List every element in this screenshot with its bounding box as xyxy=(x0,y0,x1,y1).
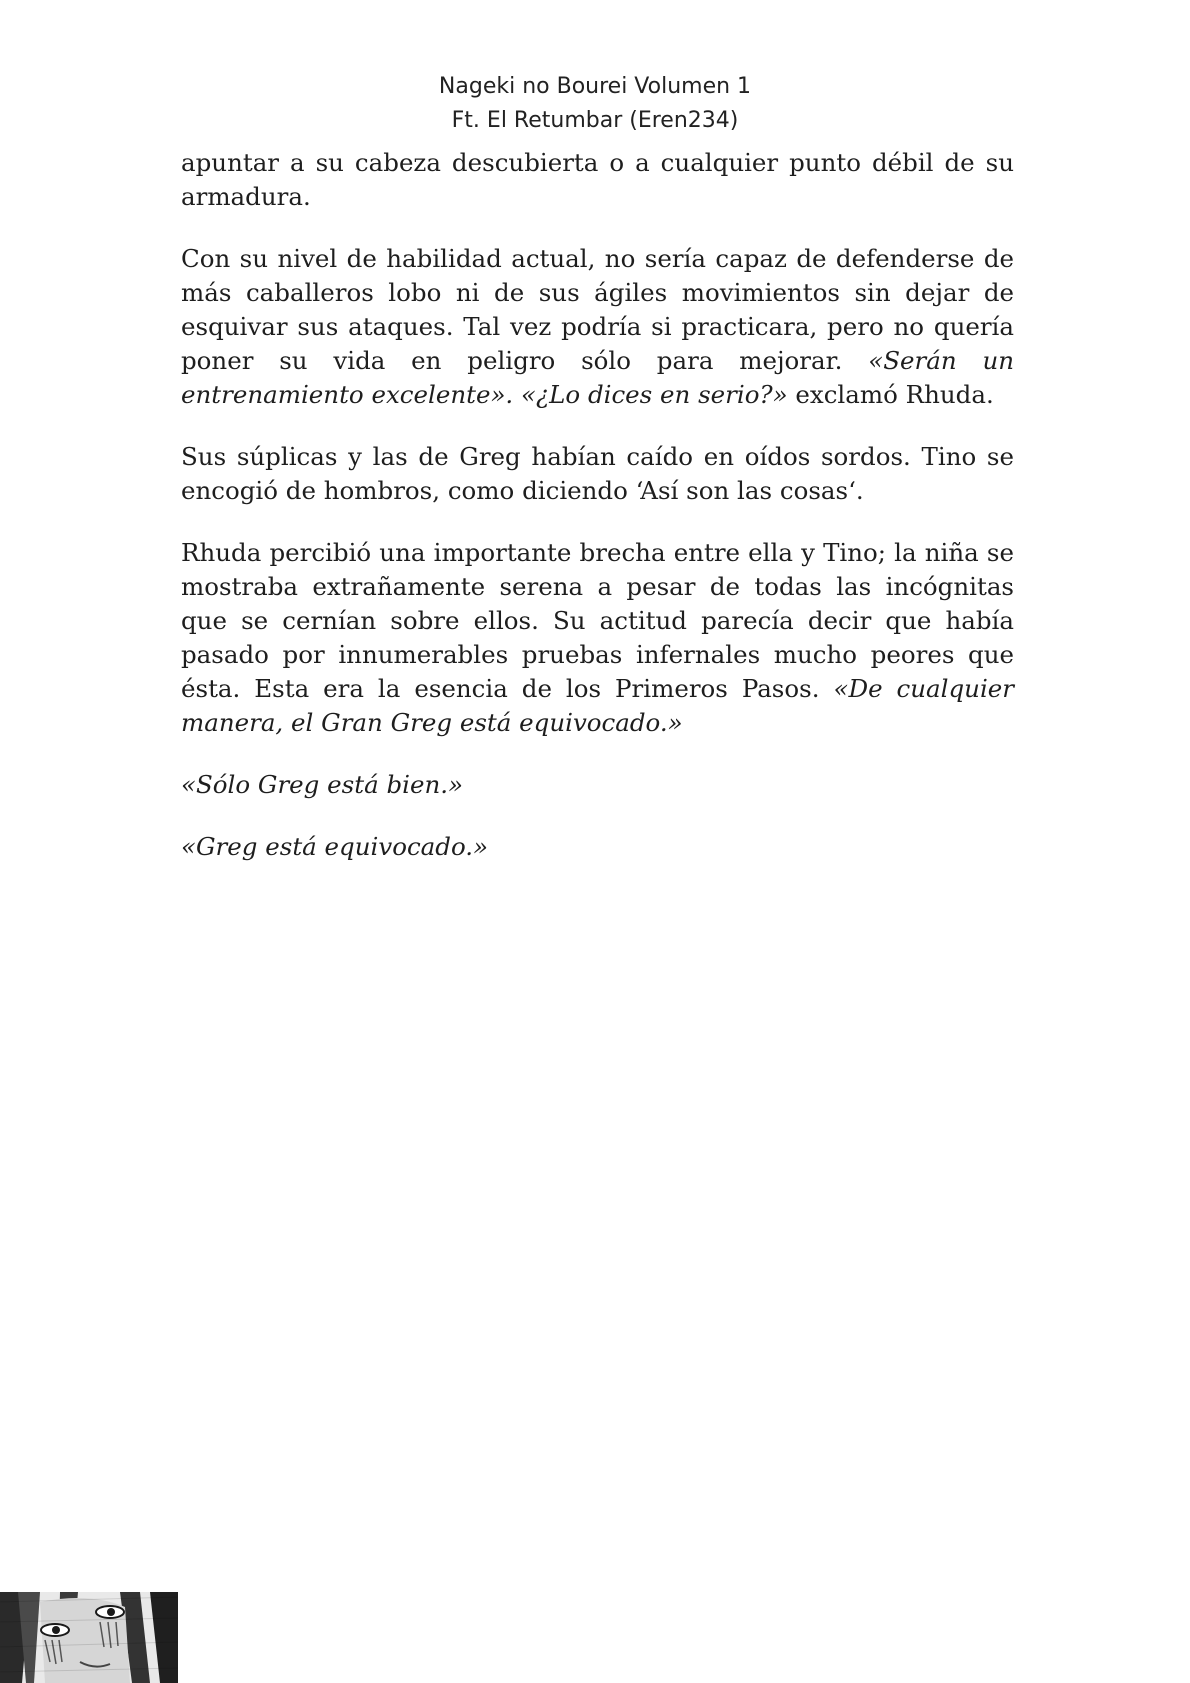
page-header xyxy=(0,70,1190,138)
dialogue-text: «Greg está equivocado.» xyxy=(181,832,489,861)
narration-text: Con su nivel de habilidad actual, no sería capaz de defenderse de más caballeros lobo ni de sus ágiles movimientos sin dejar de esquivar sus ataques. Tal vez podría si practicara, pero no quería poner su vida en peligro sólo para mejorar. xyxy=(181,244,1014,375)
paragraph xyxy=(181,536,1014,740)
narration-text: Rhuda percibió una importante brecha entre ella y Tino; la niña se mostraba extrañamente serena a pesar de todas las incógnitas que se cernían sobre ellos. Su actitud parecía decir que había pasado por innumerables pruebas infernales mucho peores que ésta. Esta era la esencia de los Primeros Pasos. xyxy=(181,538,1014,703)
paragraph xyxy=(181,440,1014,508)
paragraph xyxy=(181,146,1014,214)
paragraph xyxy=(181,768,1014,802)
header-credit: Ft. El Retumbar (Eren234) xyxy=(451,108,739,133)
paragraph xyxy=(181,242,1014,412)
narration-text: Sus súplicas y las de Greg habían caído en oídos sordos. Tino se encogió de hombros, como diciendo ‘Así son las cosas‘. xyxy=(181,442,1014,505)
dialogue-text: «De cualquier manera, el Gran Greg está equivocado.» xyxy=(181,674,1014,737)
manga-portrait-image xyxy=(0,1592,178,1683)
body-text xyxy=(181,146,1014,892)
narration-text: exclamó Rhuda. xyxy=(787,380,994,409)
dialogue-text: «Sólo Greg está bien.» xyxy=(181,770,464,799)
narration-text: apuntar a su cabeza descubierta o a cualquier punto débil de su armadura. xyxy=(181,148,1014,211)
dialogue-text: «Serán un entrenamiento excelente». «¿Lo dices en serio?» xyxy=(181,346,1015,409)
paragraph xyxy=(181,830,1014,864)
header-title: Nageki no Bourei Volumen 1 xyxy=(438,74,752,99)
